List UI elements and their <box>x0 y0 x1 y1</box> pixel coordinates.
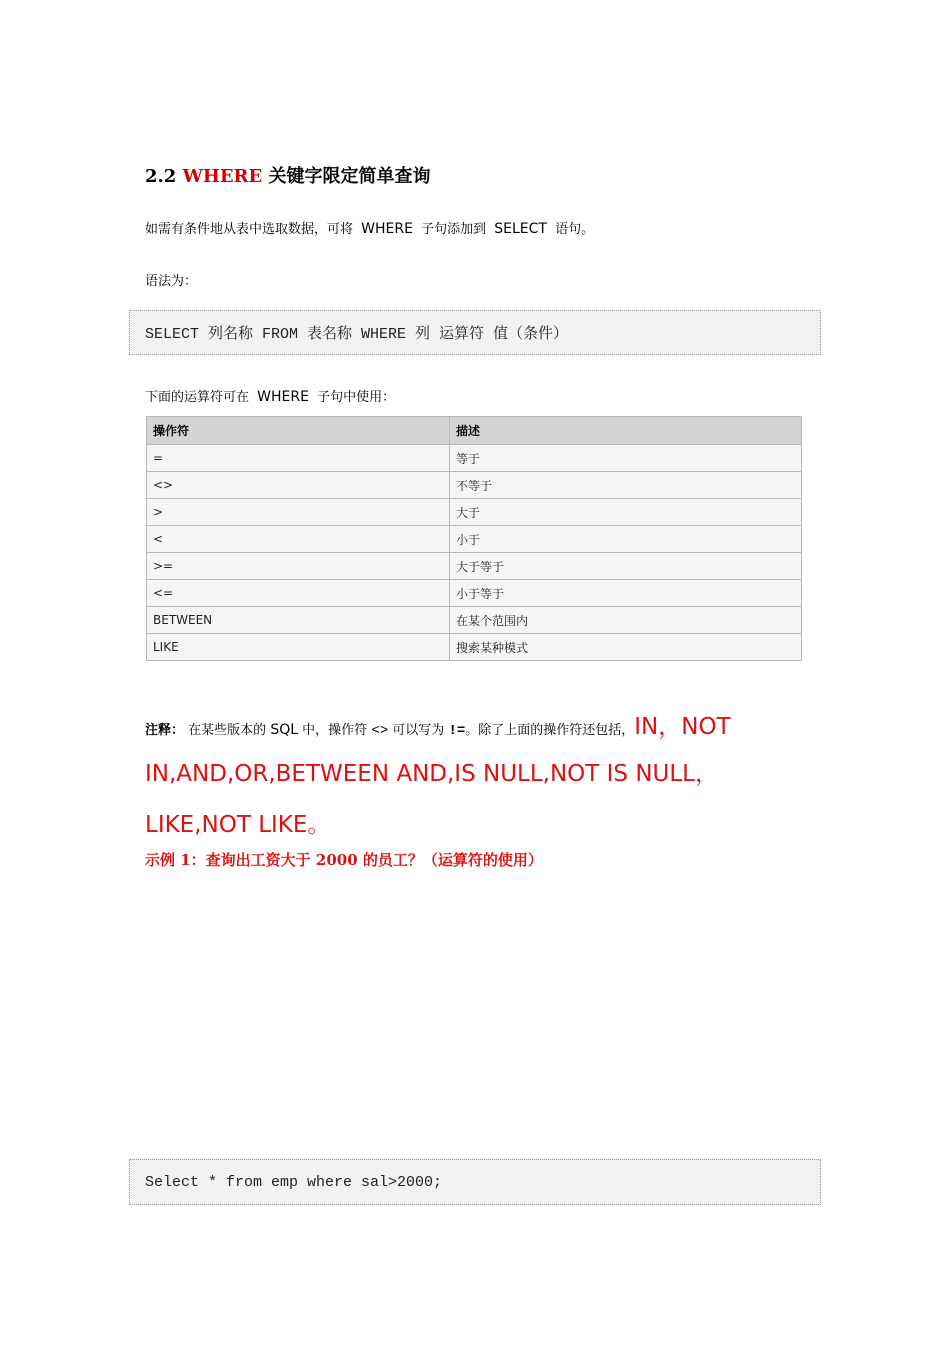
example-code-box <box>129 1159 821 1205</box>
operator-cell: < <box>147 526 450 553</box>
note-sql: SQL <box>270 722 299 738</box>
table-row <box>147 607 802 634</box>
description-cell: 大于等于 <box>450 553 802 580</box>
note-line-1 <box>145 708 731 741</box>
syntax-code-box <box>129 310 821 355</box>
column-header-operator: 操作符 <box>147 417 450 445</box>
operator-cell: = <box>147 445 450 472</box>
intro-keyword-where: WHERE <box>361 221 413 237</box>
syntax-label: 语法为： <box>145 274 198 289</box>
operator-cell: >= <box>147 553 450 580</box>
column-header-description: 描述 <box>450 417 802 445</box>
table-row <box>147 499 802 526</box>
operator-cell: LIKE <box>147 634 450 661</box>
note-text: 可以写为 <box>392 723 445 738</box>
operators-intro <box>145 386 395 405</box>
intro-text: 如需有条件地从表中选取数据，可将 <box>145 222 354 237</box>
note-red-operators-2: IN,AND,OR,BETWEEN AND,IS NULL,NOT IS NULL， <box>145 761 719 787</box>
description-cell: 在某个范围内 <box>450 607 802 634</box>
description-cell: 小于等于 <box>450 580 802 607</box>
section-keyword: WHERE <box>182 166 263 187</box>
section-number: 2.2 <box>145 166 177 187</box>
table-row <box>147 472 802 499</box>
section-heading <box>145 162 431 188</box>
intro-text: 语句。 <box>555 222 595 237</box>
note-operator-ne: <> <box>371 723 389 739</box>
operator-cell: > <box>147 499 450 526</box>
intro-text: 子句添加到 <box>421 222 487 237</box>
description-cell: 小于 <box>450 526 802 553</box>
description-cell: 搜索某种模式 <box>450 634 802 661</box>
description-cell: 等于 <box>450 445 802 472</box>
operators-table <box>146 416 802 661</box>
operators-intro-text: 子句中使用： <box>317 390 396 405</box>
intro-paragraph <box>145 218 594 237</box>
syntax-code: SELECT 列名称 FROM 表名称 WHERE 列 运算符 值（条件） <box>145 326 569 343</box>
note-red-operators-3: LIKE,NOT LIKE。 <box>145 812 331 838</box>
note-text: 在某些版本的 <box>188 723 267 738</box>
table-row <box>147 553 802 580</box>
note-text: 。除了上面的操作符还包括， <box>465 723 635 738</box>
note-operator-bang-eq: != <box>448 723 466 739</box>
note-label: 注释： <box>145 723 185 738</box>
operators-intro-text: 下面的运算符可在 <box>145 390 250 405</box>
table-row <box>147 445 802 472</box>
note-text: 中，操作符 <box>302 723 368 738</box>
operator-cell: <= <box>147 580 450 607</box>
description-cell: 不等于 <box>450 472 802 499</box>
section-title: 关键字限定简单查询 <box>268 166 431 187</box>
description-cell: 大于 <box>450 499 802 526</box>
intro-keyword-select: SELECT <box>494 221 547 237</box>
note-red-operators-1: IN，NOT <box>634 714 731 740</box>
table-row <box>147 580 802 607</box>
example-title: 示例 1：查询出工资大于 2000 的员工？（运算符的使用） <box>145 851 543 869</box>
example-code: Select * from emp where sal>2000; <box>145 1173 443 1191</box>
operator-cell: <> <box>147 472 450 499</box>
table-header-row <box>147 417 802 445</box>
operators-intro-keyword: WHERE <box>257 389 309 405</box>
table-row <box>147 526 802 553</box>
table-row <box>147 634 802 661</box>
operator-cell: BETWEEN <box>147 607 450 634</box>
